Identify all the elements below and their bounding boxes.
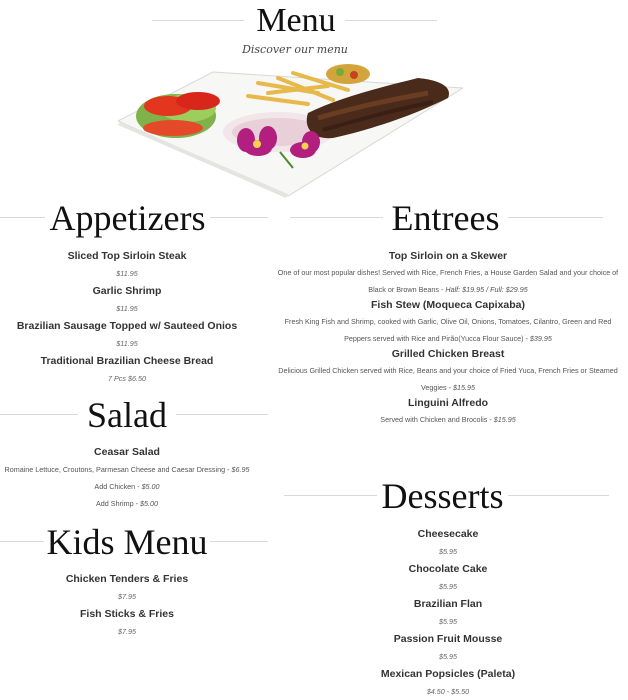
item-price: $11.95 bbox=[116, 269, 138, 278]
kids-list bbox=[0, 572, 254, 637]
item-price: $39.95 bbox=[529, 334, 552, 343]
entrees-title: Entrees bbox=[391, 198, 500, 238]
item-description: Fresh King Fish and Shrimp, cooked with Garlic, Olive Oil, Onions, Tomatoes, Cilantro, Green and Red bbox=[284, 317, 612, 326]
kids-rule-left bbox=[0, 541, 44, 542]
appetizers-list bbox=[0, 249, 254, 384]
list-item bbox=[272, 347, 624, 396]
item-name: Fish Sticks & Fries bbox=[80, 608, 174, 620]
item-price: $5.95 bbox=[439, 617, 457, 626]
item-description: Romaine Lettuce, Croutons, Parmesan Cheese and Caesar Dressing - $6.95 bbox=[4, 465, 250, 474]
item-price: $7.95 bbox=[118, 627, 136, 636]
item-description: One of our most popular dishes! Served with Rice, French Fries, a House Garden Salad and your choice of bbox=[277, 268, 619, 277]
page-subtitle: Discover our menu bbox=[242, 43, 348, 56]
list-item bbox=[338, 527, 558, 557]
desserts-title: Desserts bbox=[381, 476, 504, 516]
list-item bbox=[0, 284, 254, 314]
entrees-list bbox=[272, 249, 624, 428]
header-rule-right bbox=[345, 20, 437, 21]
list-item bbox=[0, 319, 254, 349]
salad-title: Salad bbox=[87, 395, 167, 435]
list-item bbox=[0, 445, 254, 478]
item-name: Traditional Brazilian Cheese Bread bbox=[40, 355, 214, 367]
desserts-rule-left bbox=[284, 495, 377, 496]
salad-list bbox=[0, 445, 254, 512]
item-description: Delicious Grilled Chicken served with Rice, Beans and your choice of Fried Yuca, French Fries or Steamed bbox=[278, 366, 618, 375]
item-price: 7 Pcs $6.50 bbox=[108, 374, 146, 383]
item-price: $4.50 - $5.50 bbox=[426, 687, 470, 696]
page-title: Menu bbox=[256, 2, 336, 39]
item-name: Passion Fruit Mousse bbox=[393, 633, 503, 645]
item-name: Top Sirloin on a Skewer bbox=[388, 250, 508, 262]
desserts-rule-right bbox=[508, 495, 609, 496]
desserts-list bbox=[338, 527, 558, 697]
addon-chicken: Add Chicken - $5.00 bbox=[94, 482, 160, 491]
list-item bbox=[0, 354, 254, 384]
item-name: Grilled Chicken Breast bbox=[391, 348, 505, 360]
list-item bbox=[338, 562, 558, 592]
kids-rule-right bbox=[210, 541, 268, 542]
item-price: $15.95 bbox=[452, 383, 475, 392]
item-name: Mexican Popsicles (Paleta) bbox=[380, 668, 516, 680]
item-name: Brazilian Sausage Topped w/ Sauteed Onios bbox=[16, 320, 238, 332]
item-name: Chicken Tenders & Fries bbox=[65, 573, 189, 585]
item-name: Cheesecake bbox=[417, 528, 479, 540]
item-name: Garlic Shrimp bbox=[92, 285, 162, 297]
item-name: Ceasar Salad bbox=[94, 446, 160, 458]
item-price: $7.95 bbox=[118, 592, 136, 601]
item-price: Half: $19.95 / Full: $29.95 bbox=[445, 285, 528, 294]
list-item bbox=[272, 298, 624, 347]
salad-rule-left bbox=[0, 414, 78, 415]
list-item bbox=[272, 249, 624, 298]
list-item bbox=[0, 249, 254, 279]
salad-rule-right bbox=[176, 414, 268, 415]
list-item bbox=[0, 607, 254, 637]
kids-menu-title: Kids Menu bbox=[46, 522, 208, 562]
item-name: Chocolate Cake bbox=[408, 563, 488, 575]
item-name: Brazilian Flan bbox=[413, 598, 483, 610]
list-item bbox=[338, 597, 558, 627]
item-name: Sliced Top Sirloin Steak bbox=[67, 250, 187, 262]
addon-shrimp: Add Shrimp - $5.00 bbox=[96, 499, 158, 508]
entrees-rule-right bbox=[508, 217, 603, 218]
appetizers-title: Appetizers bbox=[49, 198, 206, 238]
item-price: $5.95 bbox=[439, 582, 457, 591]
item-description: Served with Chicken and Brocolis - $15.95 bbox=[380, 415, 516, 424]
item-name: Fish Stew (Moqueca Capixaba) bbox=[370, 299, 526, 311]
appetizers-rule-left bbox=[0, 217, 45, 218]
item-description: Veggies - $15.95 bbox=[421, 383, 475, 392]
entrees-rule-left bbox=[290, 217, 383, 218]
dish-photo bbox=[118, 58, 463, 198]
item-price: $11.95 bbox=[116, 304, 138, 313]
appetizers-rule-right bbox=[210, 217, 268, 218]
item-description: Black or Brown Beans - Half: $19.95 / Full: $29.95 bbox=[368, 285, 528, 294]
item-name: Linguini Alfredo bbox=[407, 397, 489, 409]
list-item bbox=[272, 396, 624, 428]
item-description: Peppers served with Rice and Pirão(Yucca Flour Sauce) - $39.95 bbox=[344, 334, 552, 343]
item-price: $6.95 bbox=[231, 465, 250, 474]
list-item bbox=[0, 572, 254, 602]
item-price: $5.95 bbox=[439, 547, 457, 556]
list-item bbox=[338, 632, 558, 662]
item-price: $5.95 bbox=[439, 652, 457, 661]
item-price: $11.95 bbox=[116, 339, 138, 348]
item-price: $15.95 bbox=[493, 415, 516, 424]
list-item bbox=[338, 667, 558, 697]
header-rule-left bbox=[152, 20, 244, 21]
